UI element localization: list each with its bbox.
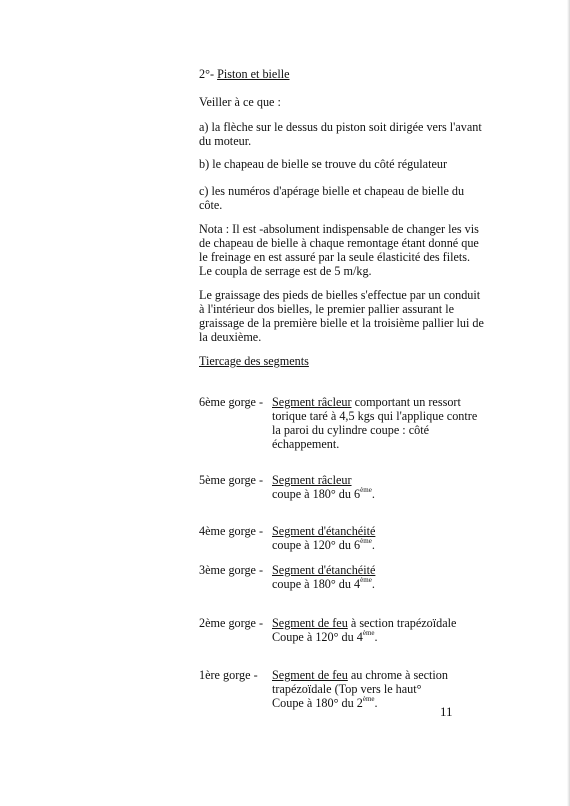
gorge-3-segment: Segment d'étanchéité [272, 563, 376, 577]
item-a-line-2: du moteur. [199, 134, 252, 148]
gorge-5-coupe-text: coupe à 180° du 6 [272, 487, 361, 501]
gorge-1-line-1-rest: au chrome à section [347, 668, 448, 682]
gorge-3-coupe-text: coupe à 180° du 4 [272, 577, 361, 591]
gorge-1-label: 1ère gorge - [199, 668, 258, 682]
gorge-6-line-3: la paroi du cylindre coupe : côté [272, 423, 430, 437]
gorge-1-line-1 [272, 668, 448, 682]
gorge-6-line-4: échappement. [272, 437, 340, 451]
graissage-line-1: Le graissage des pieds de bielles s'effectue par un conduit [199, 288, 481, 302]
nota-line-3: le freinage en est assuré par la seule élasticité des filets. [199, 250, 471, 264]
graissage-line-3: graissage de la première bielle et la troisième pallier lui de [199, 316, 484, 330]
gorge-5-coupe-sup: ème [360, 485, 372, 494]
gorge-1-coupe-text: Coupe à 180° du 2 [272, 696, 363, 710]
gorge-2-label: 2ème gorge - [199, 616, 264, 630]
nota-line-1: Nota : Il est -absolument indispensable de changer les vis [199, 222, 479, 236]
gorge-5-label: 5ème gorge - [199, 473, 264, 487]
intro-text: Veiller à ce que : [199, 95, 281, 109]
section-heading [199, 67, 290, 81]
gorge-6-line-1-rest: comportant un ressort [351, 395, 461, 409]
gorge-1-line-2: trapézoïdale (Top vers le haut° [272, 682, 422, 696]
item-c-line-2: côte. [199, 198, 223, 212]
nota-line-4: Le coupla de serrage est de 5 m/kg. [199, 264, 372, 278]
gorge-6-line-2: torique taré à 4,5 kgs qui l'applique contre [272, 409, 478, 423]
item-b-line-1: b) le chapeau de bielle se trouve du côté régulateur [199, 157, 448, 171]
graissage-line-4: la deuxième. [199, 330, 262, 344]
graissage-line-2: à l'intérieur dos bielles, le premier pallier assurant le [199, 302, 454, 316]
gorge-2-segment: Segment de feu [272, 616, 348, 630]
gorge-5-coupe [272, 487, 375, 501]
gorge-2-coupe-text: Coupe à 120° du 4 [272, 630, 363, 644]
gorge-1-coupe [272, 696, 378, 710]
gorge-2-coupe-sup: ème [362, 628, 375, 637]
gorge-3-coupe [272, 577, 375, 591]
gorge-6-line-1 [272, 395, 461, 409]
tiercage-heading: Tiercage des segments [199, 354, 309, 368]
item-a-line-1: a) la flèche sur le dessus du piston soit dirigée vers l'avant [199, 120, 482, 134]
gorge-6-label: 6ème gorge - [199, 395, 264, 409]
gorge-4-coupe-sup: ème [360, 536, 372, 545]
gorge-1-coupe-end: . [374, 696, 378, 710]
page-number: 11 [440, 704, 453, 719]
gorge-3-label: 3ème gorge - [199, 563, 264, 577]
section-title: Piston et bielle [217, 67, 290, 81]
gorge-3-coupe-end: . [371, 577, 375, 591]
nota-line-2: de chapeau de bielle à chaque remontage étant donné que [199, 236, 479, 250]
gorge-4-label: 4ème gorge - [199, 524, 264, 538]
gorge-5-coupe-end: . [371, 487, 375, 501]
gorge-3-coupe-sup: ème [360, 575, 372, 584]
gorge-2-line-1 [272, 616, 456, 630]
gorge-2-line-1-rest: à section trapézoïdale [347, 616, 457, 630]
gorge-2-coupe-end: . [374, 630, 378, 644]
gorge-4-coupe-text: coupe à 120° du 6 [272, 538, 361, 552]
gorge-4-coupe-end: . [371, 538, 375, 552]
gorge-5-segment: Segment râcleur [272, 473, 352, 487]
gorge-6-segment: Segment râcleur [272, 395, 352, 409]
gorge-1-segment: Segment de feu [272, 668, 348, 682]
gorge-4-segment: Segment d'étanchéité [272, 524, 376, 538]
item-c-line-1: c) les numéros d'apérage bielle et chapeau de bielle du [199, 184, 465, 198]
gorge-1-coupe-sup: ème [362, 694, 375, 703]
gorge-4-coupe [272, 538, 375, 552]
section-prefix: 2°- [199, 67, 218, 81]
gorge-2-coupe [272, 630, 378, 644]
